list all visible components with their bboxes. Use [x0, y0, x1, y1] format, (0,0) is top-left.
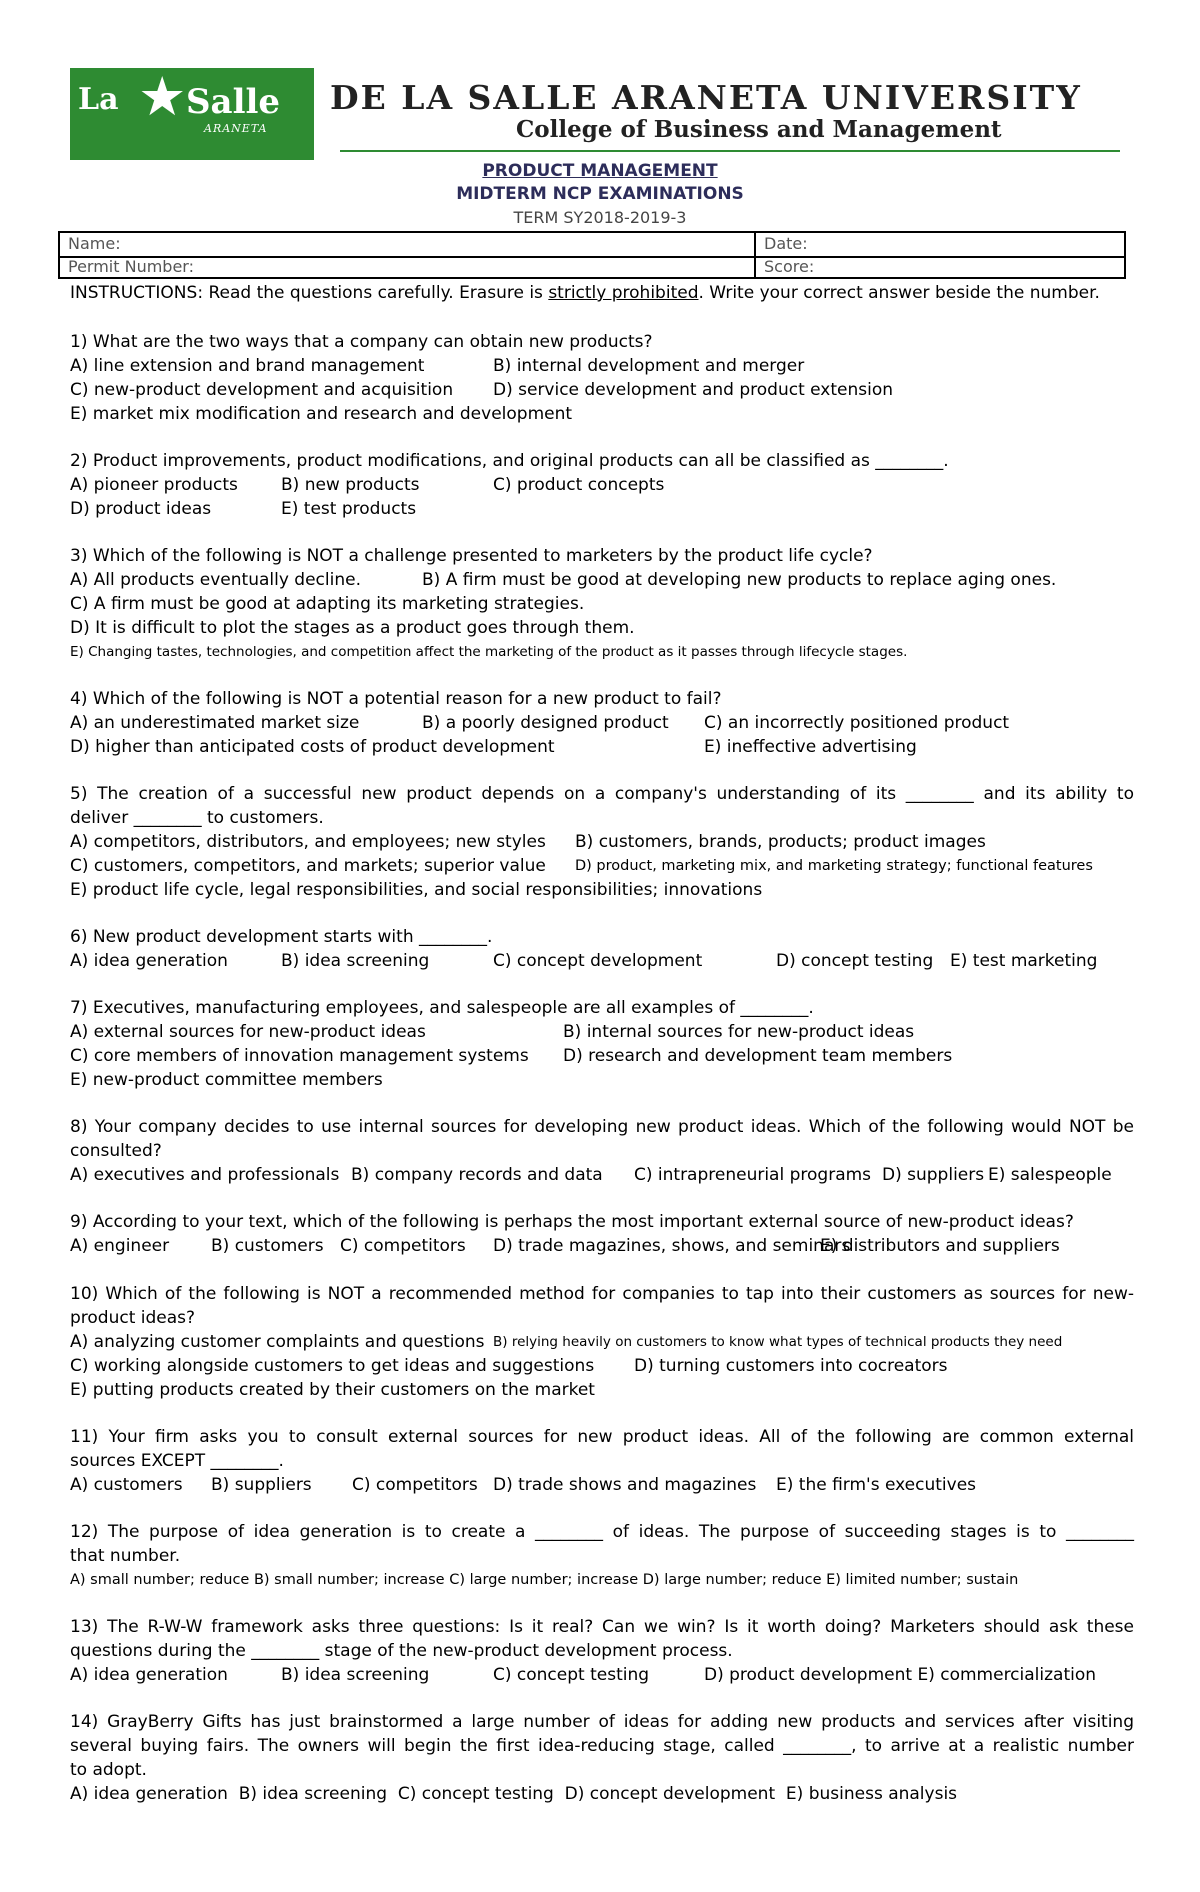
option-e[interactable]: E) test marketing	[950, 951, 1098, 971]
option-e[interactable]: E) salespeople	[988, 1165, 1112, 1185]
question-stem: 10) Which of the following is NOT a recommended method for companies to tap into their customers as sources for new-	[70, 1284, 1134, 1304]
question-1	[70, 330, 1134, 426]
option-c[interactable]: C) intrapreneurial programs	[634, 1165, 872, 1185]
header-divider	[340, 150, 1120, 152]
exam-title: MIDTERM NCP EXAMINATIONS	[456, 184, 744, 204]
student-info-table	[58, 231, 1126, 279]
question-stem: 1) What are the two ways that a company can obtain new products?	[70, 332, 653, 352]
option-b[interactable]: B) customers, brands, products; product images	[575, 832, 986, 852]
logo-text-salle: Salle	[186, 82, 281, 122]
option-d[interactable]: D) suppliers	[882, 1165, 985, 1185]
score-field[interactable]: Score:	[764, 257, 815, 276]
option-b[interactable]: B) suppliers	[211, 1475, 312, 1495]
option-c[interactable]: C) core members of innovation management systems	[70, 1046, 529, 1066]
instructions-pre: INSTRUCTIONS: Read the questions carefully. Erasure is	[70, 283, 549, 303]
question-8	[70, 1115, 1134, 1187]
option-c[interactable]: C) competitors	[340, 1236, 466, 1256]
table-divider	[754, 233, 756, 277]
question-stem-cont: product ideas?	[70, 1308, 196, 1328]
question-3	[70, 544, 1134, 664]
question-stem: 11) Your firm asks you to consult external sources for new product ideas. All of the following are common external	[70, 1427, 1134, 1447]
question-stem: 3) Which of the following is NOT a challenge presented to marketers by the product life cycle?	[70, 546, 873, 566]
option-b[interactable]: B) idea screening	[281, 1665, 430, 1685]
question-13	[70, 1615, 1134, 1687]
option-d[interactable]: D) trade magazines, shows, and seminars	[493, 1236, 851, 1256]
university-logo	[70, 65, 314, 160]
question-4	[70, 687, 1134, 759]
option-a[interactable]: A) line extension and brand management	[70, 356, 425, 376]
option-c[interactable]: C) new-product development and acquisition	[70, 380, 454, 400]
question-stem: 13) The R-W-W framework asks three questions: Is it real? Can we win? Is it worth doing? Marketers should ask these	[70, 1617, 1134, 1637]
option-e[interactable]: E) product life cycle, legal responsibilities, and social responsibilities; innovations	[70, 880, 763, 900]
question-stem: 6) New product development starts with ________.	[70, 927, 493, 947]
option-a[interactable]: A) external sources for new-product ideas	[70, 1022, 426, 1042]
option-d[interactable]: D) service development and product extension	[493, 380, 894, 400]
option-a[interactable]: A) customers	[70, 1475, 183, 1495]
option-a[interactable]: A) pioneer products	[70, 475, 238, 495]
option-d[interactable]: D) research and development team members	[563, 1046, 953, 1066]
option-b[interactable]: B) a poorly designed product	[422, 713, 669, 733]
question-stem-cont-2: to adopt.	[70, 1760, 147, 1780]
question-stem: 4) Which of the following is NOT a potential reason for a new product to fail?	[70, 689, 722, 709]
option-d[interactable]: D) turning customers into cocreators	[634, 1356, 948, 1376]
option-e[interactable]: E) distributors and suppliers	[820, 1236, 1060, 1256]
option-c[interactable]: C) customers, competitors, and markets; superior value	[70, 856, 546, 876]
option-b[interactable]: B) customers	[211, 1236, 324, 1256]
option-b[interactable]: B) company records and data	[351, 1165, 603, 1185]
option-e[interactable]: E) putting products created by their customers on the market	[70, 1380, 595, 1400]
instructions-emphasis: strictly prohibited	[548, 283, 699, 303]
term-label: TERM SY2018-2019-3	[513, 208, 687, 227]
instructions	[70, 283, 1130, 303]
subject-title: PRODUCT MANAGEMENT	[482, 161, 718, 181]
question-stem-cont: sources EXCEPT ________.	[70, 1451, 284, 1471]
option-a[interactable]: A) All products eventually decline.	[70, 570, 361, 590]
option-b[interactable]: B) relying heavily on customers to know what types of technical products they need	[493, 1334, 1063, 1350]
logo-text-araneta: ARANETA	[204, 122, 268, 135]
option-a[interactable]: A) competitors, distributors, and employees; new styles	[70, 832, 546, 852]
option-b[interactable]: B) new products	[281, 475, 420, 495]
question-stem-cont: consulted?	[70, 1141, 162, 1161]
option-c[interactable]: C) product concepts	[493, 475, 665, 495]
options-line[interactable]: A) small number; reduce B) small number; increase C) large number; increase D) large number; reduce E) limited number; sustain	[70, 1572, 1019, 1588]
option-d[interactable]: D) product ideas	[70, 499, 212, 519]
star-icon: ★	[138, 65, 187, 128]
option-d[interactable]: D) product, marketing mix, and marketing strategy; functional features	[575, 858, 1093, 874]
question-stem-cont: several buying fairs. The owners will begin the first idea-reducing stage, called ________, to arrive at a realistic number	[70, 1736, 1134, 1756]
option-c[interactable]: C) concept testing	[493, 1665, 650, 1685]
option-d[interactable]: D) concept testing	[776, 951, 934, 971]
date-field[interactable]: Date:	[764, 234, 808, 253]
logo-text-la: La	[78, 82, 119, 117]
question-stem-cont: deliver ________ to customers.	[70, 808, 324, 828]
university-name: DE LA SALLE ARANETA UNIVERSITY	[330, 78, 1082, 117]
option-b[interactable]: B) internal development and merger	[493, 356, 805, 376]
option-e[interactable]: E) ineffective advertising	[704, 737, 917, 757]
option-a[interactable]: A) idea generation	[70, 951, 228, 971]
option-a[interactable]: A) engineer	[70, 1236, 170, 1256]
option-e[interactable]: E) Changing tastes, technologies, and competition affect the marketing of the product as it passes through lifecycle stages.	[70, 644, 908, 660]
question-stem: 12) The purpose of idea generation is to create a ________ of ideas. The purpose of succeeding stages is to ________	[70, 1522, 1134, 1542]
option-b[interactable]: B) idea screening	[281, 951, 430, 971]
question-10	[70, 1282, 1134, 1402]
info-row-1	[60, 233, 1124, 258]
option-a[interactable]: A) an underestimated market size	[70, 713, 360, 733]
question-stem: 5) The creation of a successful new product depends on a company's understanding of its ________ and its ability to	[70, 784, 1134, 804]
question-stem: 2) Product improvements, product modifications, and original products can all be classified as ________.	[70, 451, 949, 471]
question-11	[70, 1425, 1134, 1497]
option-a[interactable]: A) idea generation	[70, 1665, 228, 1685]
option-a[interactable]: A) executives and professionals	[70, 1165, 340, 1185]
option-e[interactable]: E) new-product committee members	[70, 1070, 383, 1090]
question-2	[70, 449, 1134, 521]
option-b[interactable]: B) internal sources for new-product ideas	[563, 1022, 915, 1042]
option-b[interactable]: B) A firm must be good at developing new products to replace aging ones.	[422, 570, 1057, 590]
question-stem-cont: questions during the ________ stage of the new-product development process.	[70, 1641, 733, 1661]
option-c[interactable]: C) competitors	[352, 1475, 478, 1495]
question-stem-cont: that number.	[70, 1546, 181, 1566]
college-name: College of Business and Management	[516, 116, 1002, 143]
question-stem: 7) Executives, manufacturing employees, and salespeople are all examples of ________.	[70, 998, 814, 1018]
option-a[interactable]: A) analyzing customer complaints and questions	[70, 1332, 485, 1352]
option-d[interactable]: D) higher than anticipated costs of product development	[70, 737, 555, 757]
question-6	[70, 925, 1134, 973]
question-12	[70, 1520, 1134, 1592]
option-c[interactable]: C) working alongside customers to get ideas and suggestions	[70, 1356, 595, 1376]
option-e[interactable]: E) test products	[281, 499, 417, 519]
question-stem: 8) Your company decides to use internal sources for developing new product ideas. Which of the following would NOT be	[70, 1117, 1134, 1137]
option-c[interactable]: C) A firm must be good at adapting its marketing strategies.	[70, 594, 585, 614]
option-c[interactable]: C) concept development	[493, 951, 703, 971]
question-stem: 14) GrayBerry Gifts has just brainstormed a large number of ideas for adding new products and services after visiting	[70, 1712, 1134, 1732]
name-field[interactable]: Name:	[68, 234, 121, 253]
question-5	[70, 782, 1134, 902]
option-d-e[interactable]: D) product development E) commercialization	[704, 1665, 1097, 1685]
permit-number-field[interactable]: Permit Number:	[68, 257, 194, 276]
option-e[interactable]: E) market mix modification and research and development	[70, 404, 573, 424]
question-14	[70, 1710, 1134, 1806]
question-stem: 9) According to your text, which of the following is perhaps the most important external source of new-product ideas?	[70, 1212, 1074, 1232]
info-row-2	[60, 256, 1124, 279]
option-d[interactable]: D) It is difficult to plot the stages as a product goes through them.	[70, 618, 635, 638]
option-e[interactable]: E) the firm's executives	[776, 1475, 977, 1495]
option-c[interactable]: C) an incorrectly positioned product	[704, 713, 1010, 733]
question-9	[70, 1210, 1134, 1258]
instructions-post: . Write your correct answer beside the number.	[698, 283, 1100, 303]
options-line[interactable]: A) idea generation B) idea screening C) concept testing D) concept development E) business analysis	[70, 1784, 958, 1804]
question-7	[70, 996, 1134, 1092]
option-d[interactable]: D) trade shows and magazines	[493, 1475, 757, 1495]
